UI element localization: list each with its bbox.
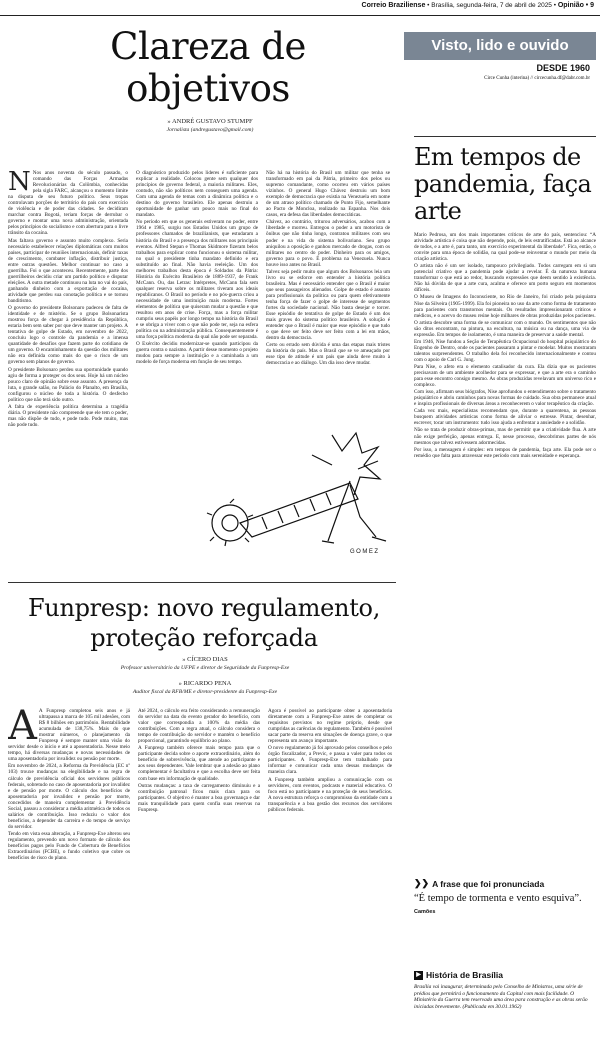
paragraph: Agora é possível ao participante obter a aposentadoria diretamente com a Funpresp-Exe antes de completar os requisitos previstos no regime próprio, desde que cumpridas as carências do regulamento. Também é possível sacar parte da reserva em situações de doença grave, o que representa um avanço importante. — [268, 708, 392, 745]
article2-byline-2 — [40, 680, 370, 696]
quote-text: “É tempo de tormenta e vento esquiva”. — [414, 893, 582, 904]
divider — [414, 136, 596, 137]
quote-author: Camões — [414, 909, 436, 915]
article1-byline — [120, 118, 300, 134]
column-header — [404, 32, 596, 60]
paragraph: O Exército decidiu modernizar-se quando participou da guerra contra o nazismo. A partir desse momento o projeto mudou para sempre a instituição e a caminhada a um modelo de força moderna em função de seu tempo. — [136, 341, 258, 366]
article1-role: Jornalista (andregustavo@gmail.com) — [166, 127, 254, 133]
masthead — [0, 0, 600, 16]
paragraph: Mas faltava governo e assunto muito complexo. Seria necessário estabelecer relações diplomáticas com muitos países, participar de reuniões internacionais, definir taxas de crescimento, combater inflação, distribuir justiça, entre outras questões. Melhor continuar no caso a guerrilha. Foi o que aconteceu. Recentemente, parte dos guerrilheiros decidiu criar um partido político e disputar eleições. A outra metade continuou na luta no vai do país, ganhando dinheiro com a exportação de cocaína, atividade que perdeu sua conotação política e se tornou banditismo. — [8, 237, 128, 304]
history-box-title — [414, 970, 596, 980]
editorial-cartoon — [182, 425, 394, 557]
article2-author-2: » RICARDO PENA — [178, 680, 232, 687]
paragraph: O presidente Bolsonaro perdeu sua oportunidade quando agiu de forma a proteger os dos seus. Hoje há um núcleo pouco claro de opinião sobre esse assunto. A presença da luta, o grande salão, no Palácio do Planalto, em Brasília, configurou o núcleo de toda a história. O desfecho político que não terá sido outro. — [8, 366, 128, 403]
article1-title: Clareza de objetivos — [110, 25, 306, 110]
history-box — [414, 970, 596, 1046]
paragraph: Chávez, ao contrário, triturou adversários, acabou com a liberdade e morreu. Entregou o poder a um motorista de ônibus que não tinha longo, contratou militares com seu poder e na vida do sistema bolivariano. Seu grupo aniquilou a oposição e ganhou mercado de drogas, com os militares no centro do poder. Dinheiro para os amigos, governo para o povo. É problema na Venezuela. Nunca houve isso antes no Brasil. — [266, 219, 390, 268]
paragraph: O artista não é um ser isolado, tampouco privilegiado. Todos carregam em si um potencial criativo que a pandemia pode ajudar a revelar. É da natureza humana transformar o que está ao redor, buscando expressões que deem sentido à existência. Não há dúvida de que a arte cura, acalma e oferece um porto seguro em momentos difíceis. — [414, 263, 596, 294]
paragraph: Nos anos noventa do século passado, o comando das Forças Armadas Revolucionárias da Colômbia, conhecidas pela sigla FARC, alcançou o momento limite na disputa de seu futuro político. Seus tropas controlavam porções de território do país com exercício de violência e de poder das cidades. Se decidiram marchar contra Bogotá, teriam forças de derrubar o governo e montar uma nova administração, orientada pelos princípios do socialismo e com abertura para o livre trânsito da cocaína. — [8, 170, 128, 237]
column-title: Visto, lido e ouvido — [431, 37, 569, 54]
article2-column-3 — [268, 708, 392, 1046]
article3-title: Em tempos de pandemia, faça arte — [414, 143, 592, 225]
divider — [8, 582, 396, 583]
paragraph: No período em que os generais estiveram no poder, entre 1964 e 1985, surgiu nos Estados Unidos um grupo de professores chamados de brazilianists, que estudaram a história do Brasil e a presença dos militares nos principais eventos. Alfred Stepan e Thomas Skidmore fizeram belos trabalhos para explicar como funcionou o sistema militar, no qual o presidente tinha mandato definido e era substituído ao final. Não havia reeleição. Um dos melhores trabalhos desta época é Soldados da Pátria: História do Exército Brasileiro de 1889-1937, de Frank McCann. Ou, das Letras: Intérpretes, McCann fala sem qualquer reserva sobre os militares tiveram aos ideais republicanos. O Brasil no período e no pós-guerra criou a necessidade de uma instituição mais moderna. Fortes elementos de política que quiseram mudar a questão e que resultou em anos de crise. Força, mas a força militar cumpriu seus papéis por longo tempo na história do Brasil e se obriga a viver com o que não pode ter, seja na esfera política ou na administração pública. Consequentemente é uma força política moderna da qual não pode ser separada. — [136, 219, 258, 341]
article1-column-1 — [8, 170, 128, 570]
paragraph: Outras mudanças: a taxa de carregamento diminuiu e a contribuição patronal ficou mais clara para os participantes. O objetivo é manter a boa governança e dar mais tranquilidade para quem confia suas reservas na Funpresp. — [138, 782, 260, 813]
cartoon-figure-body — [312, 433, 386, 543]
paragraph: Para Nise, o afeto era o elemento catalisador da cura. Ela dizia que os pacientes precisavam de um ambiente acolhedor para se expressar, e que a arte era o caminho para esse encontro consigo mesmo. As obras produzidas revelavam um universo rico e complexo. — [414, 363, 596, 389]
article2-role-2: Auditor fiscal da RFB/ME e diretor-presidente da Funpresp-Exe — [132, 689, 278, 695]
since-label: DESDE 1960 — [536, 63, 590, 73]
paragraph: Cada vez mais, especialistas recomendam que, durante a quarentena, as pessoas busquem atividades artísticas como forma de aliviar o estresse. Pintar, desenhar, escrever, tocar um instrumento: tudo isso ajuda a enfrentar a ansiedade e a solidão. — [414, 408, 596, 427]
article2-byline-1 — [40, 656, 370, 672]
article2-column-2 — [138, 708, 260, 1046]
edition-date: • Brasília, segunda-feira, 7 de abril de 2025 • — [427, 2, 557, 9]
quote-box-label: A frase que foi pronunciada — [432, 878, 545, 889]
paragraph: A Funpresp completou seis anos e já ultrapassa a marca de 105 mil adesões, com R$ 8 bilhões em patrimônio. Rentabilidade acumulada de 138,75%. Mais do que mostrar números, o planejamento da Funpresp é sempre manter uma visão do servidor desde o início e até a aposentadoria. Nesse meio tempo, há diversas mudanças e novas necessidades de uma aposentadoria por invalidez ou pensão por morte. — [8, 708, 130, 763]
article1-column-3 — [266, 170, 390, 420]
page-number: • 9 — [585, 2, 594, 9]
masthead-info — [362, 2, 594, 9]
article2-author-1: » CÍCERO DIAS — [182, 656, 228, 663]
paragraph: Até 2024, o cálculo era feito considerando a remuneração do servidor na data do evento gerador do benefício, com valor que correspondia a 100% da média das contribuições. Com a regra atual, o cálculo considera o tempo de contribuição do servidor e mantém o benefício proporcional, garantindo equilíbrio ao plano. — [138, 708, 260, 745]
article2-role-1: Professor universitário da UFPE e diretor de Seguridade da Funpresp-Exe — [120, 665, 290, 671]
paragraph: Tendo em vista essa alteração, a Funpresp-Exe alterou seu regulamento, prevendo um novo formato de cálculo dos benefícios pagos pelo Fundo de Cobertura de Benefícios Extraordinários (FCBE), o fundo coletivo que cobre os benefícios de risco do plano. — [8, 830, 130, 862]
article2-title: Funpresp: novo regulamento, proteção reforçada — [27, 594, 381, 652]
history-text: Brasília vai inaugurar, determinada pelo Conselho de Ministros, uma série de prédios que permitirá o funcionamento da Capital com mais facilidade. O Ministério da Guerra tem reservado uma área para construção e as obras serão iniciadas brevemente. (Publicada em 30.01.1962) — [414, 984, 588, 1010]
paragraph: O Museu de Imagens do Inconsciente, no Rio de Janeiro, foi criado pela psiquiatra Nise da Silveira (1905-1999). Ela foi pioneira no uso da arte como forma de tratamento para pacientes com transtornos mentais. Os resultados impressionaram críticos e médicos, e o acervo do museu reúne hoje milhares de obras produzidas pelos pacientes. — [414, 294, 596, 319]
article2-column-1 — [8, 708, 130, 1046]
paragraph: Talvez seja pedir muito que algum dos Bolsonaros leia um livro ou se esforce em entender a história política brasileira. Mas é necessário entender que o Brasil é maior que seus passageiros alienados. Golpe de estado é assunto para profissionais da política ou para quem efetivamente tenha força de fazer o golpe de interesse de segmentos fortes da sociedade nacional. Não basta desejar e torcer. Esse episódio de tentativa de golpe de Estado é um dos mais graves do sistema político brasileiro. A solução é entender que o Brasil é maior que esse episódio e que tudo o que deve ser feito deve ser feito com a lei em mãos, dentro da democracia. — [266, 268, 390, 342]
paragraph: Não há na história do Brasil um militar que tenha se transformado em pai da Pátria, primeiro dos pelos ou supremo comandante, como ocorreu em vários países vizinhos. O general Hugo Chávez destruiu um bom exemplo de democracia que existia na Venezuela em nome de um atraso político chamado de Punto Fijo, semelhante ao Pacto de Moncloa, realizado na Espanha. Nos dois casos, era defesa das liberdades democráticas. — [266, 170, 390, 219]
column-editor: Circe Cunha (interina) // circecunha.df@dabr.com.br — [484, 76, 590, 81]
paragraph: Certo ou errado sem dúvida é uma das etapas mais tristes da história do país. Mas o Brasil que se ve ameaçado por esse tipo de atitude é um país que ainda deve muito à democracia e ao diálogo. Um dia isso deve mudar. — [266, 342, 390, 367]
article1-author: » ANDRÉ GUSTAVO STUMPF — [167, 118, 253, 125]
quote-box-title — [414, 878, 596, 889]
paragraph: Em novembro de 2024, a Reforma da Previdência (EC nº 103) trouxe mudanças na elegibilidade e na regra de cálculo de previdência oficial dos servidores públicos federais, sobretudo no caso de aposentadoria por invalidez e de pensão por morte. O cálculo dos benefícios de aposentadoria por invalidez e pensão por morte, concedidos de maneira complementar à Previdência Social, passou a considerar a média aritmética de todos os salários de contribuição. Isso reduziu o valor dos benefícios, a depender da carreira e do tempo de serviço do servidor. — [8, 763, 130, 830]
cartoon-figure-gear — [207, 483, 358, 546]
article2-dropcap: A — [8, 708, 37, 749]
section-name: Opinião — [557, 2, 584, 9]
paper-name: Correio Braziliense — [361, 2, 426, 9]
paragraph: O governo do presidente Bolsonaro padeceu de falta de identidade e de mistério. Se o grupo Bolsonarista mostrou força de chegar à presidência da República, estaria bem sem saber por que deve manter um projeto. A tentativa de golpe de Estado, em novembro de 2022, concluiu logo o controle da pandemia e a imensa quantidade de desafios que fazem parte do cotidiano de um governo. O encaminhamento da questão dos militares não era definida como mais do que o risco de um governo sem planos de governo. — [8, 305, 128, 366]
quote-box — [414, 878, 596, 960]
paragraph: A falta de experiência política determina a tragédia diária. O presidente não compreende que ele tem o poder, mas não dispõe de tudo, e pode tudo. Pode muito, mas não pode tudo. — [8, 403, 128, 428]
cartoon-signature: GOMEZ — [350, 549, 380, 555]
paragraph: Em 1946, Nise fundou a Seção de Terapêutica Ocupacional do hospital psiquiátrico do Engenho de Dentro, onde os pacientes passaram a pintar e modelar. Muitos mostraram talentos surpreendentes. O trabalho dela foi reconhecido internacionalmente e contou com o apoio de Carl G. Jung. — [414, 338, 596, 363]
paragraph: A Funpresp também oferece mais tempo para que o participante decida sobre o aporte extraordinário, além do benefício de sobrevivência, que atende ao participante e aos seus dependentes. Vale lembrar que a adesão ao plano complementar é facultativa e que a escolha deve ser feita com base em informação de qualidade. — [138, 745, 260, 782]
history-box-label: História de Brasília — [426, 970, 504, 980]
paragraph: Por isso, a mensagem é simples: em tempos de pandemia, faça arte. Ela pode ser o remédio que falta para atravessar este período com mais serenidade e esperança. — [414, 446, 596, 459]
paragraph: Mario Pedrosa, um dos mais importantes críticos de arte do país, sentenciou: “A atividade artística é coisa que não depende, pois, de leis estratificadas. Está ao alcance de todos, e a arte é, para tanto, um exercício experimental da liberdade”. Fica, então, o convite para uma época de solidão, na qual pode-se reinventar o mundo por meio da criação artística. — [414, 232, 596, 263]
play-icon: ▶ — [414, 971, 423, 980]
paragraph: O artista descobre uma forma de se comunicar com o mundo. Os sentimentos que não são ditos encontram, na pintura, na escultura, na música ou na dança, uma via de expressão. Em tempos de isolamento, é uma maneira de preservar a saúde mental. — [414, 319, 596, 338]
article1-column-2 — [136, 170, 258, 425]
article1-dropcap: N — [8, 170, 31, 197]
paragraph: O diagnóstico produzido pelos lideres é suficiente para explicar a realidade. Colocou gente sem qualquer dos principios de governo federal, a maioria militares. Eles, contudo, não são políticos nem conseguem uma agenda. Com uma agenda de temas com a dinâmica política e o destino do governo brasileiro. Ele apenas destruiu a oportunidade de ganhar um pouco mais no final do mandato. — [136, 170, 258, 219]
paragraph: Com isso, afirmam seus biógrafos, Nise aprofundou o entendimento sobre o tratamento psiquiátrico e abriu caminhos para novas formas de cuidado. Sua obra permanece atual e inspira profissionais de diversas áreas a reconhecerem o valor terapêutico da criação. — [414, 389, 596, 408]
chevron-right-icon: ❯❯ — [414, 878, 430, 888]
paragraph: Não se trata de produzir obras-primas, mas de permitir que a criatividade flua. A arte não exige perfeição, apenas entrega. E, nesse processo, descobrimos partes de nós mesmos que talvez estivessem adormecidas. — [414, 427, 596, 446]
article3-column — [414, 232, 596, 872]
paragraph: O novo regulamento já foi aprovado pelos conselhos e pelo órgão fiscalizador, a Previc, e passa a valer para todos os participantes. A Funpresp-Exe tem trabalhado para informar e comunicar cada uma dessas mudanças de maneira clara. — [268, 745, 392, 776]
paragraph: A Funpresp também ampliou a comunicação com os servidores, com eventos, podcasts e material educativo. O foco está no participante e na proteção de seus benefícios. A nova estrutura reforça o compromisso da entidade com a transparência e a boa gestão dos recursos dos servidores públicos federais. — [268, 776, 392, 813]
